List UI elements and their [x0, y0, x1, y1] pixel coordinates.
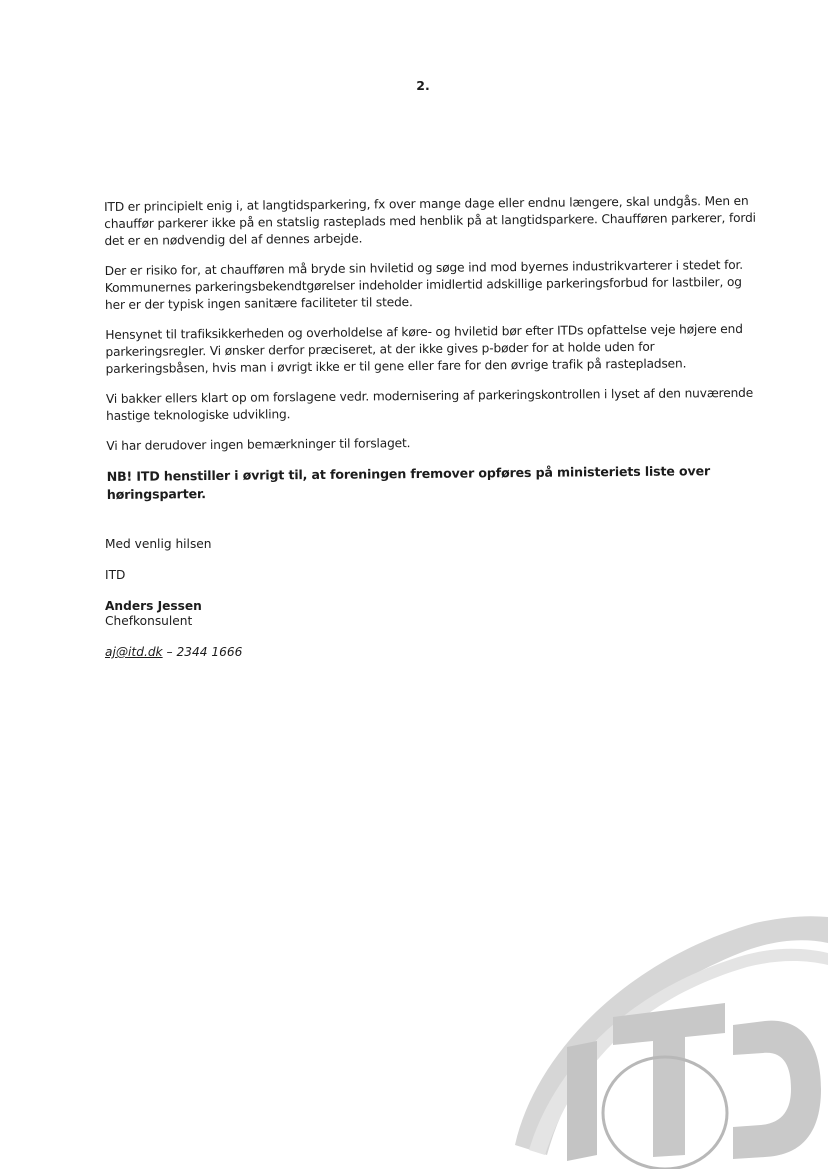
contact-line [105, 645, 242, 660]
paragraph-no-further-remarks: Vi har derudover ingen bemærkninger til forslaget. [106, 436, 411, 453]
email-link[interactable]: aj@itd.dk [105, 645, 163, 659]
paragraph-long-term-parking: ITD er principielt enig i, at langtidsparkering, fx over mange dage eller endnu længere, skal undgås. Men en chauffør parkerer ikke på en statslig rasteplads med henblik på at langtidsparkere. Chaufføren parkerer, fordi det er en nødvendig del af dennes arbejde. [104, 193, 756, 248]
paragraph-modernisation-support: Vi bakker ellers klart op om forslagene vedr. modernisering af parkeringskontrollen i lyset af den nuværende hastige teknologiske udvikling. [105, 385, 754, 423]
closing-organization: ITD [105, 568, 126, 582]
signer-title: Chefkonsulent [105, 614, 193, 628]
paragraph-rest-time-risk: Der er risiko for, at chaufføren må bryde sin hviletid og søge ind mod byernes industrikvarterer i stedet for. Kommunernes parkeringsbekendtgørelser indeholder imidlertid adskillige parkeringsforbud for lastbiler, og her er der typisk ingen sanitære faciliteter til stede. [104, 257, 744, 312]
logo-letter-i [567, 1041, 597, 1161]
letter-body [104, 193, 762, 504]
paragraph-traffic-safety: Hensynet til trafiksikkerheden og overholdelse af køre- og hviletid bør efter ITDs opfattelse veje højere end parkeringsregler. Vi ønsker derfor præciseret, at der ikke gives p-bøder for at holde uden for parkeringsbåsen, hvis man i øvrigt ikke er til gene eller fare for den øvrige trafik på rastepladsen. [105, 321, 743, 376]
logo-letter-d [733, 1021, 821, 1159]
signer-name: Anders Jessen [105, 599, 202, 613]
phone-number: – 2344 1666 [162, 645, 243, 659]
logo-letter-t [613, 1003, 725, 1157]
page-number: 2. [416, 78, 430, 93]
nb-note: NB! ITD henstiller i øvrigt til, at foreningen fremover opføres på ministeriets liste over høringsparter. [106, 463, 711, 502]
closing-greeting: Med venlig hilsen [105, 537, 212, 551]
itd-logo [515, 905, 828, 1169]
